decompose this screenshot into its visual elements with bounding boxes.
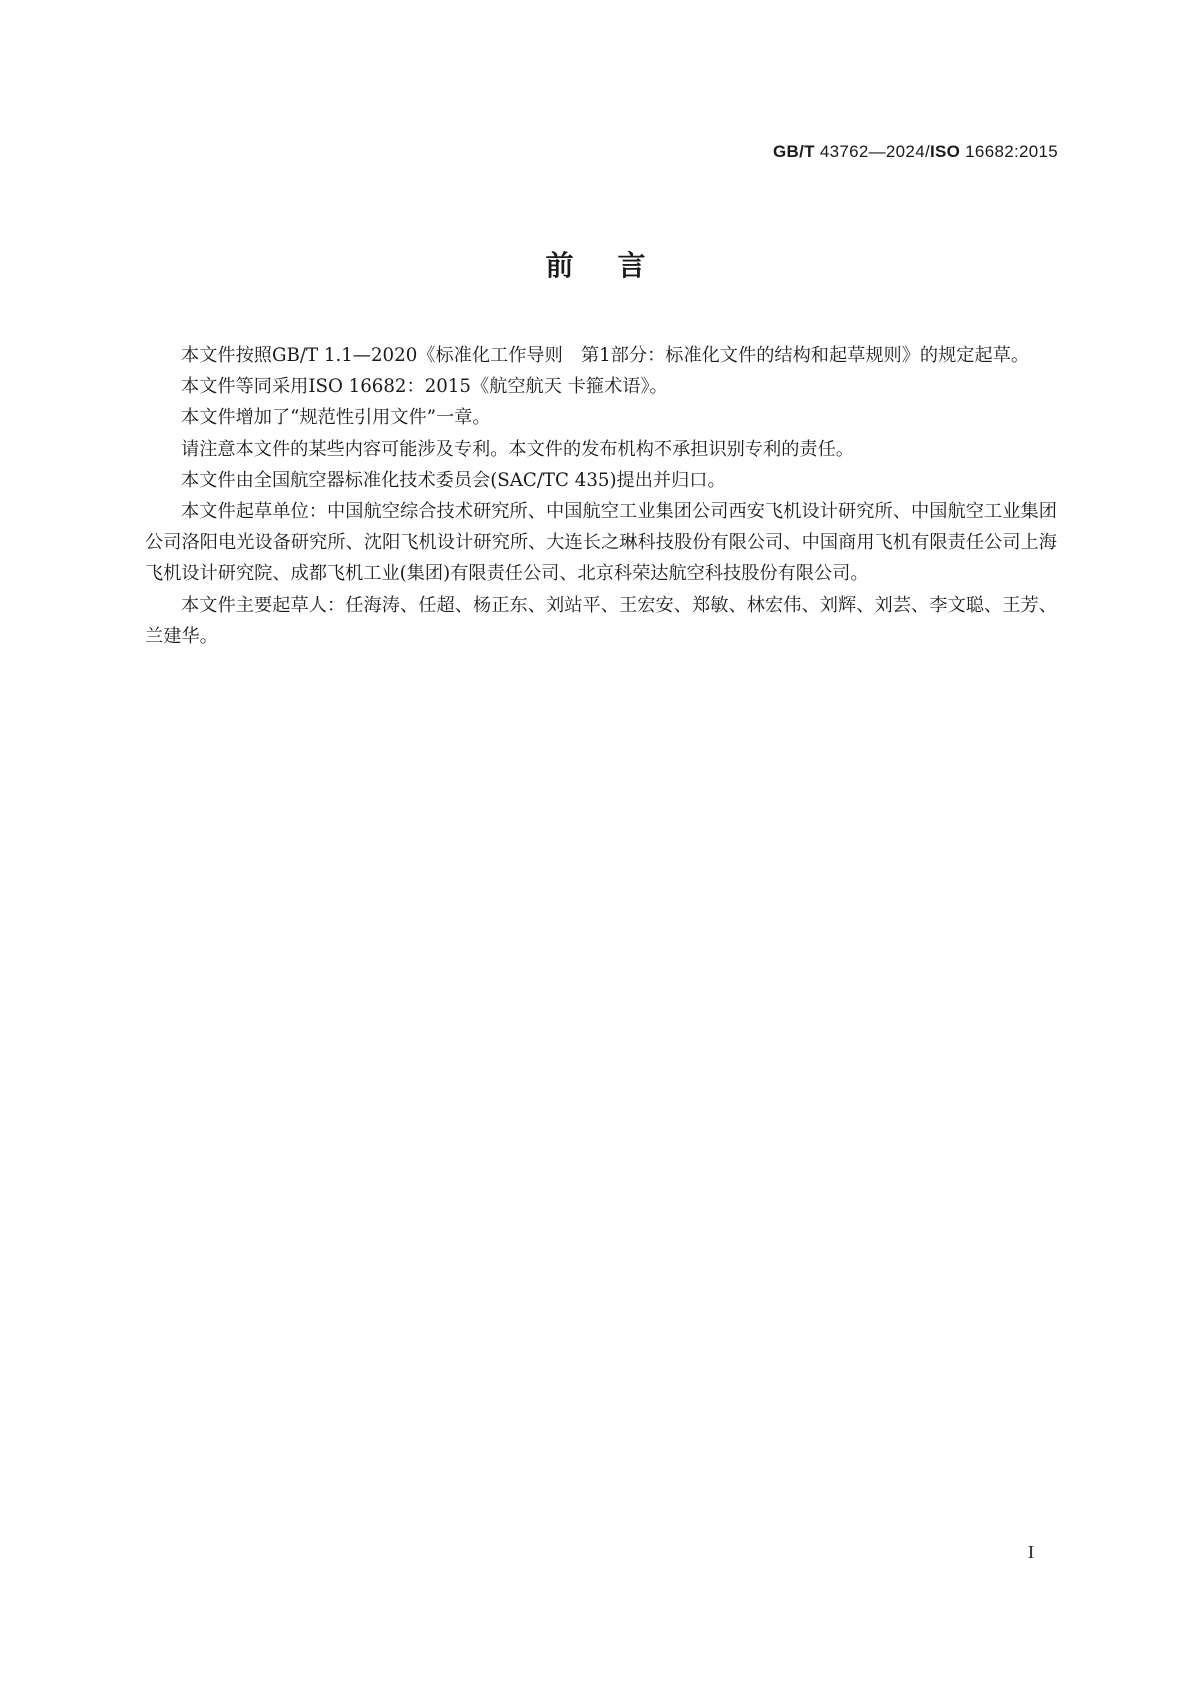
standard-prefix-gbt: GB/T [773,142,815,161]
paragraph-added-chapter: 本文件增加了“规范性引用文件”一章。 [181,407,491,429]
paragraph-drafters: 本文件主要起草人：任海涛、任超、杨正东、刘站平、王宏安、郑敏、林宏伟、刘辉、刘芸、李文聪、王芳、兰建华。 [145,594,1057,647]
paragraph-adoption: 本文件等同采用ISO 16682：2015《航空航天 卡箍术语》。 [181,376,668,398]
paragraph-committee: 本文件由全国航空器标准化技术委员会(SAC/TC 435)提出并归口。 [181,469,726,491]
paragraph-patent-notice: 请注意本文件的某些内容可能涉及专利。本文件的发布机构不承担识别专利的责任。 [181,438,854,460]
page-title: 前言 [545,249,690,282]
standard-prefix-iso: ISO [929,142,961,161]
page-number: I [1028,1542,1034,1562]
standard-number: 43762—2024/ [814,142,930,161]
foreword-body [145,340,1057,652]
iso-number: 16682:2015 [960,142,1058,161]
standard-code-header [773,142,1058,162]
paragraph-drafting-units: 本文件起草单位：中国航空综合技术研究所、中国航空工业集团公司西安飞机设计研究所、中国航空工业集团公司洛阳电光设备研究所、沈阳飞机设计研究所、大连长之琳科技股份有限公司、中国商用飞机有限责任公司上海飞机设计研究院、成都飞机工业(集团)有限责任公司、北京科荣达航空科技股份有限公司。 [145,501,1057,585]
paragraph-drafting-rules: 本文件按照GB/T 1.1—2020《标准化工作导则 第1部分：标准化文件的结构和起草规则》的规定起草。 [181,345,1030,366]
